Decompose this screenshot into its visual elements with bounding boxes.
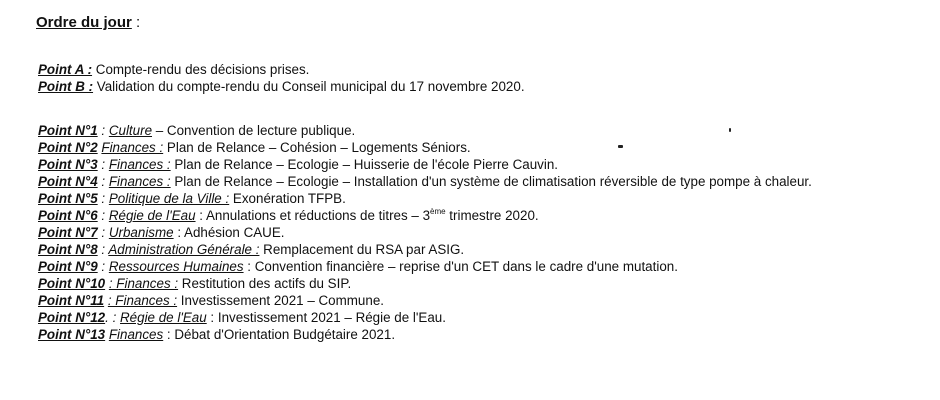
point-text: Investissement 2021 – Commune.	[177, 293, 384, 308]
point-12	[38, 309, 912, 326]
point-separator: :	[97, 225, 109, 240]
point-id: Point N°10	[38, 276, 106, 291]
point-id: Point N°5	[38, 191, 98, 206]
point-text: Plan de Relance – Cohésion – Logements Séniors.	[163, 140, 471, 155]
intro-points	[38, 61, 525, 95]
point-category: Finances :	[108, 157, 171, 172]
point-separator: :	[97, 259, 109, 274]
agenda-heading-label: Ordre du jour	[36, 14, 132, 31]
scan-speck	[618, 145, 623, 148]
point-text: : Annulations et réductions de titres – 3	[195, 208, 431, 223]
point-text: : Convention financière – reprise d'un CET dans le cadre d'une mutation.	[243, 259, 678, 274]
agenda-heading-suffix: :	[131, 14, 141, 31]
point-text: Compte-rendu des décisions prises.	[92, 62, 310, 77]
point-text: Restitution des actifs du SIP.	[178, 276, 352, 291]
point-id: Point N°6	[38, 208, 98, 223]
point-id: Point A :	[38, 62, 93, 77]
point-id: Point N°2	[38, 140, 98, 155]
point-id: Point N°9	[38, 259, 98, 274]
point-category: Finances :	[101, 140, 164, 155]
scan-speck	[729, 128, 731, 132]
point-id: Point N°4	[38, 174, 98, 189]
point-text: : Investissement 2021 – Régie de l'Eau.	[206, 310, 446, 325]
point-7	[38, 224, 912, 241]
point-category: : Finances :	[108, 276, 179, 291]
point-1	[38, 122, 912, 139]
point-id: Point N°13	[38, 327, 106, 342]
point-text: Validation du compte-rendu du Conseil municipal du 17 novembre 2020.	[93, 79, 525, 94]
point-6	[38, 207, 912, 224]
point-text: : Adhésion CAUE.	[173, 225, 285, 240]
point-2	[38, 139, 912, 156]
ordinal-suffix: ème	[430, 207, 446, 216]
point-text: Remplacement du RSA par ASIG.	[259, 242, 465, 257]
point-category: Finances	[108, 327, 164, 342]
point-11	[38, 292, 912, 309]
point-5	[38, 190, 912, 207]
point-category: Régie de l'Eau	[120, 310, 207, 325]
point-9	[38, 258, 912, 275]
point-category: Culture	[108, 123, 153, 138]
point-category: Administration Générale :	[108, 242, 260, 257]
point-id: Point N°7	[38, 225, 98, 240]
point-category: Régie de l'Eau	[108, 208, 196, 223]
point-text-after: trimestre 2020.	[445, 208, 539, 223]
point-text: Plan de Relance – Ecologie – Installation d'un système de climatisation réversible de type pompe à chaleur.	[170, 174, 812, 189]
point-text: : Débat d'Orientation Budgétaire 2021.	[163, 327, 396, 342]
point-id: Point N°1	[38, 123, 98, 138]
point-13	[38, 326, 912, 343]
point-text: Exonération TFPB.	[229, 191, 346, 206]
point-a	[38, 61, 525, 78]
point-text: Plan de Relance – Ecologie – Huisserie de l'école Pierre Cauvin.	[170, 157, 559, 172]
point-4	[38, 173, 912, 190]
point-separator: :	[97, 157, 109, 172]
point-id: Point B :	[38, 79, 94, 94]
point-id: Point N°12	[38, 310, 106, 325]
point-separator: :	[97, 242, 109, 257]
point-3	[38, 156, 912, 173]
point-category: Ressources Humaines	[108, 259, 244, 274]
point-separator: :	[97, 174, 109, 189]
point-category: Urbanisme	[108, 225, 174, 240]
point-separator: . :	[105, 310, 121, 325]
point-category: Finances :	[108, 174, 171, 189]
agenda-points	[38, 122, 912, 343]
point-10	[38, 275, 912, 292]
point-b	[38, 78, 525, 95]
point-8	[38, 241, 912, 258]
point-separator: :	[97, 123, 109, 138]
point-separator: :	[97, 191, 109, 206]
point-id: Point N°11	[38, 293, 105, 308]
point-id: Point N°8	[38, 242, 98, 257]
point-category: Politique de la Ville :	[108, 191, 230, 206]
point-id: Point N°3	[38, 157, 98, 172]
point-category: : Finances :	[107, 293, 178, 308]
point-text: – Convention de lecture publique.	[152, 123, 356, 138]
agenda-heading	[36, 14, 140, 31]
point-separator: :	[97, 208, 109, 223]
